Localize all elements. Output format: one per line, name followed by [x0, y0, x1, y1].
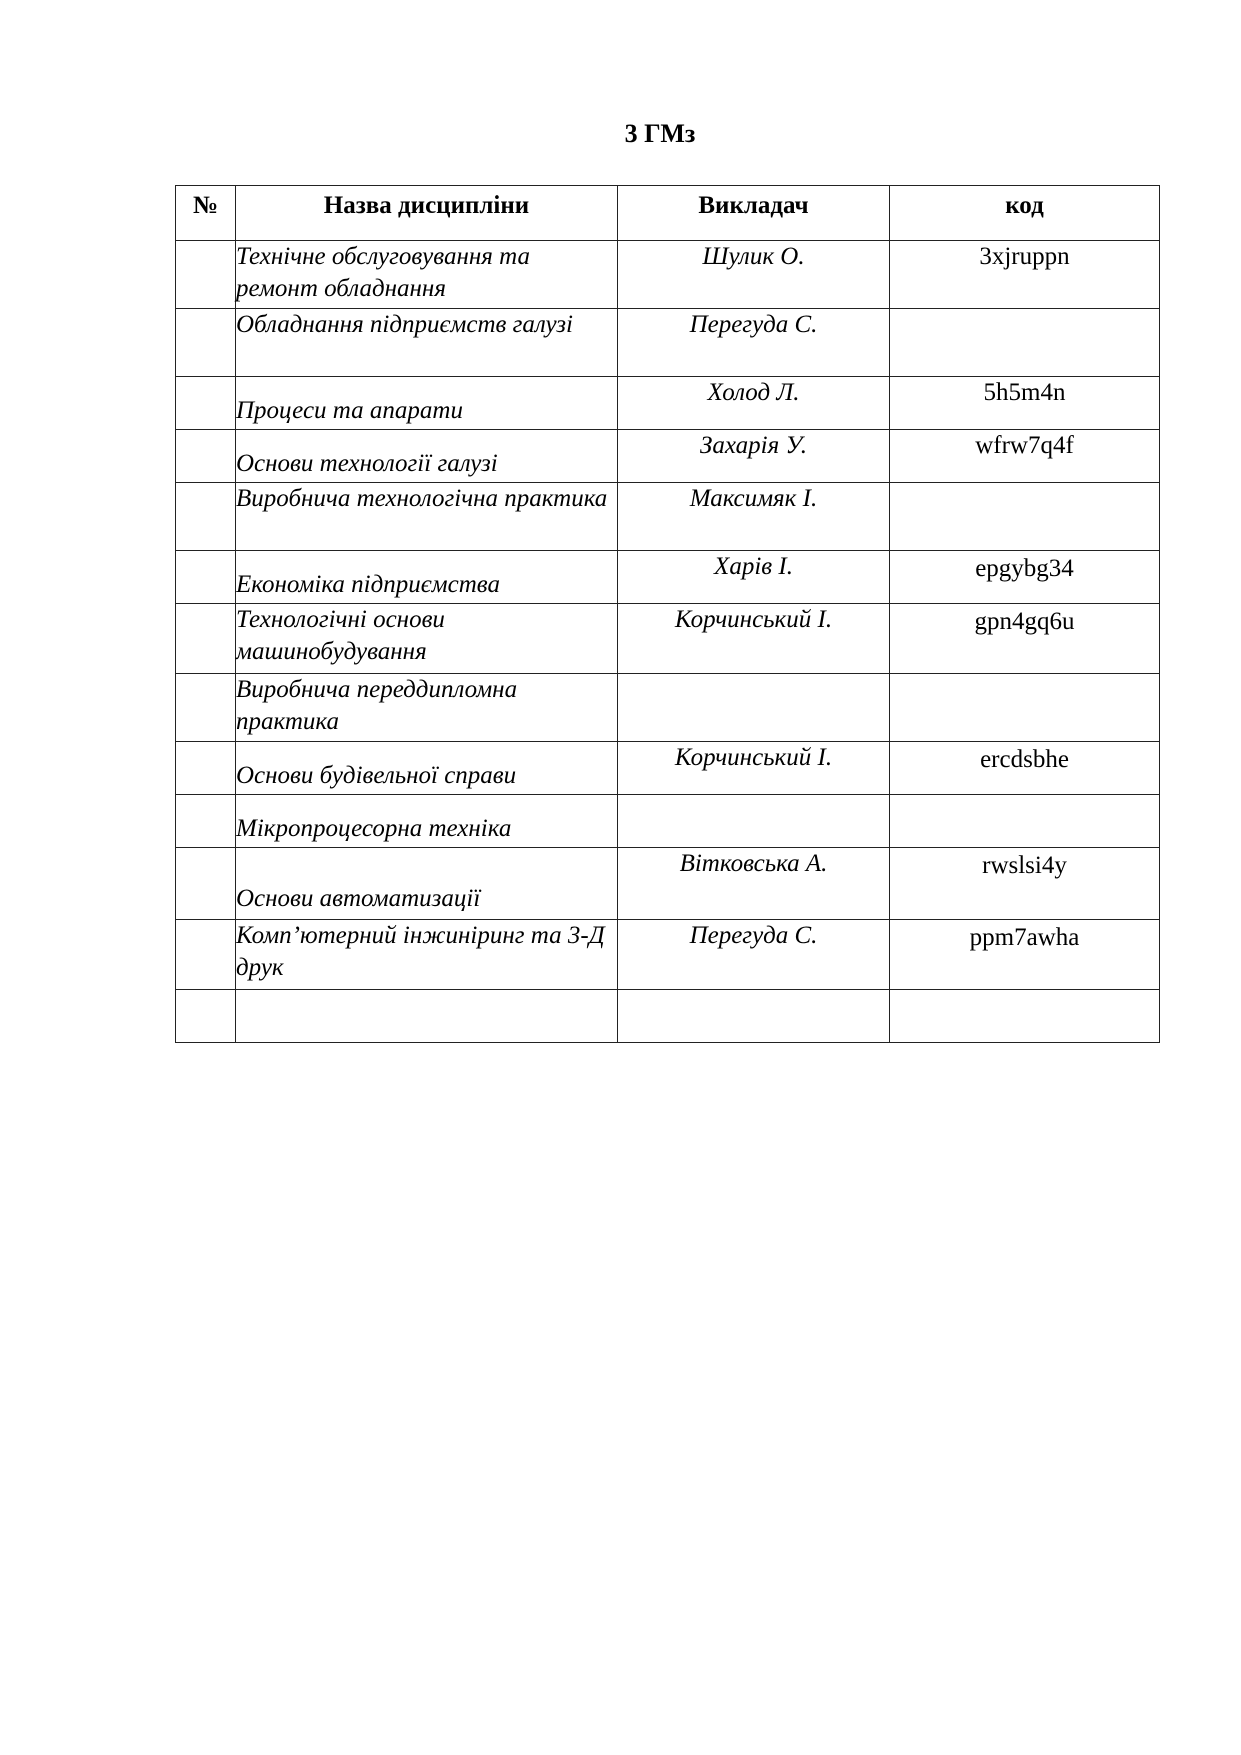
discipline-name	[236, 990, 618, 1043]
row-num	[176, 604, 236, 674]
teacher-name: Максимяк І.	[618, 483, 890, 551]
table-row	[176, 241, 1160, 309]
teacher-name	[618, 990, 890, 1043]
row-num	[176, 309, 236, 377]
course-code	[890, 309, 1160, 377]
teacher-name: Харів І.	[618, 551, 890, 604]
table-row	[176, 309, 1160, 377]
teacher-name	[618, 674, 890, 742]
row-num	[176, 674, 236, 742]
table-row	[176, 990, 1160, 1043]
discipline-name: Технічне обслуговування та ремонт обладнання	[236, 241, 618, 309]
discipline-name: Основи технології галузі	[236, 430, 618, 483]
row-num	[176, 920, 236, 990]
row-num	[176, 241, 236, 309]
discipline-name: Основи будівельної справи	[236, 742, 618, 795]
teacher-name: Холод Л.	[618, 377, 890, 430]
table-row	[176, 377, 1160, 430]
course-code	[890, 674, 1160, 742]
disciplines-table	[175, 185, 1160, 1043]
row-num	[176, 551, 236, 604]
course-code: 5h5m4n	[890, 377, 1160, 430]
course-code: rwslsi4y	[890, 848, 1160, 920]
course-code: gpn4gq6u	[890, 604, 1160, 674]
row-num	[176, 990, 236, 1043]
discipline-name: Комп’ютерний інжиніринг та 3-Д друк	[236, 920, 618, 990]
discipline-name: Технологічні основи машинобудування	[236, 604, 618, 674]
header-discipline: Назва дисципліни	[236, 186, 618, 241]
discipline-name: Обладнання підприємств галузі	[236, 309, 618, 377]
discipline-name: Виробнича технологічна практика	[236, 483, 618, 551]
row-num	[176, 483, 236, 551]
table-row	[176, 430, 1160, 483]
teacher-name: Перегуда С.	[618, 920, 890, 990]
table-row	[176, 920, 1160, 990]
course-code: epgybg34	[890, 551, 1160, 604]
row-num	[176, 848, 236, 920]
course-code: ppm7awha	[890, 920, 1160, 990]
teacher-name: Корчинський І.	[618, 742, 890, 795]
table-row	[176, 483, 1160, 551]
row-num	[176, 430, 236, 483]
course-code: wfrw7q4f	[890, 430, 1160, 483]
course-code	[890, 990, 1160, 1043]
row-num	[176, 742, 236, 795]
table-row	[176, 848, 1160, 920]
teacher-name: Вітковська А.	[618, 848, 890, 920]
table-row	[176, 604, 1160, 674]
table-row	[176, 742, 1160, 795]
discipline-name: Виробнича переддипломна практика	[236, 674, 618, 742]
course-code	[890, 795, 1160, 848]
discipline-name: Економіка підприємства	[236, 551, 618, 604]
header-code: код	[890, 186, 1160, 241]
discipline-name: Основи автоматизації	[236, 848, 618, 920]
teacher-name: Захарія У.	[618, 430, 890, 483]
table-row	[176, 674, 1160, 742]
teacher-name	[618, 795, 890, 848]
course-code: 3xjruppn	[890, 241, 1160, 309]
page-title: 3 ГМз	[624, 119, 696, 148]
table-header-row	[176, 186, 1160, 241]
table-row	[176, 795, 1160, 848]
course-code: ercdsbhe	[890, 742, 1160, 795]
table-row	[176, 551, 1160, 604]
row-num	[176, 795, 236, 848]
discipline-name: Процеси та апарати	[236, 377, 618, 430]
teacher-name: Шулик О.	[618, 241, 890, 309]
row-num	[176, 377, 236, 430]
discipline-name: Мікропроцесорна техніка	[236, 795, 618, 848]
course-code	[890, 483, 1160, 551]
teacher-name: Перегуда С.	[618, 309, 890, 377]
teacher-name: Корчинський І.	[618, 604, 890, 674]
header-num: №	[176, 186, 236, 241]
header-teacher: Викладач	[618, 186, 890, 241]
